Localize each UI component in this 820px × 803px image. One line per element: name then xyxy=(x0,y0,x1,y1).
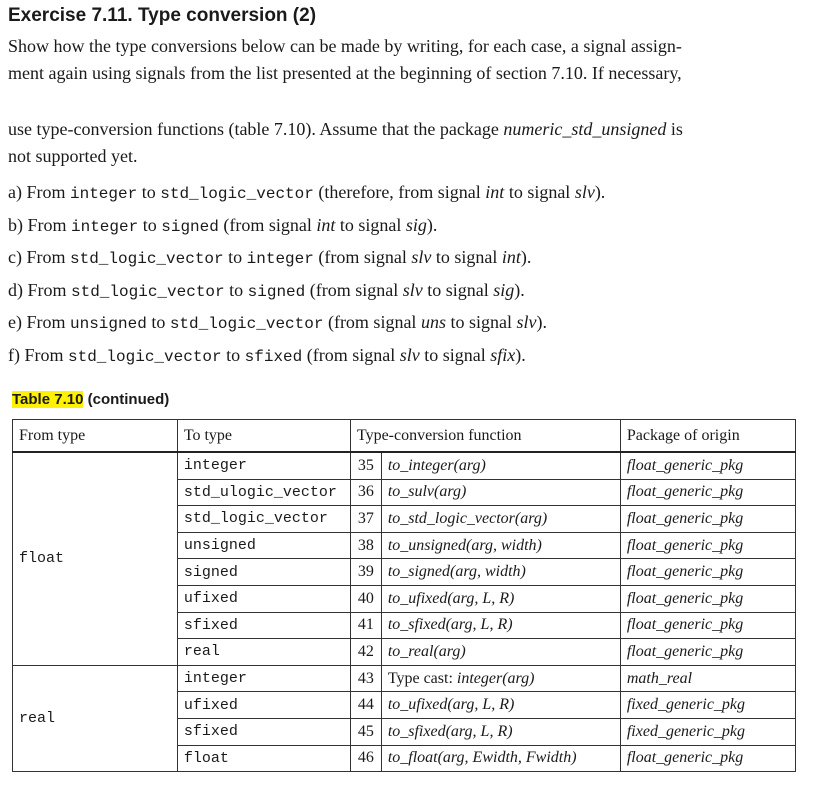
function-number-cell: 45 xyxy=(350,718,381,745)
package-origin-cell: float_generic_pkg xyxy=(620,585,795,612)
function-number-cell: 35 xyxy=(350,452,381,479)
conversion-function-cell xyxy=(381,585,620,612)
from-type-cell: float xyxy=(13,452,178,665)
to-type-cell: float xyxy=(177,745,350,772)
function-name: to_std_logic_vector(arg) xyxy=(387,509,548,527)
exercise-items xyxy=(8,176,605,372)
table-caption-suffix: (continued) xyxy=(83,391,170,408)
function-prefix: Type cast: xyxy=(387,669,457,687)
function-name: to_sfixed(arg, L, R) xyxy=(387,616,513,634)
function-number-cell: 42 xyxy=(350,639,381,666)
package-origin-cell: fixed_generic_pkg xyxy=(620,718,795,745)
package-origin-cell: float_generic_pkg xyxy=(620,452,795,479)
function-number-cell: 41 xyxy=(350,612,381,639)
conversion-function-cell xyxy=(381,532,620,559)
function-name: to_sfixed(arg, L, R) xyxy=(387,722,513,740)
function-number-cell: 39 xyxy=(350,559,381,586)
to-type-cell: signed xyxy=(177,559,350,586)
conversion-function-cell xyxy=(381,559,620,586)
intro-line-1: Show how the type conversions below can be made by writing, for each case, a signal assign- xyxy=(8,36,682,56)
header-from-type: From type xyxy=(13,420,178,453)
header-package-origin: Package of origin xyxy=(620,420,795,453)
function-number-cell: 37 xyxy=(350,506,381,533)
conversion-function-cell xyxy=(381,665,620,692)
to-type-cell: sfixed xyxy=(177,612,350,639)
package-origin-cell: float_generic_pkg xyxy=(620,639,795,666)
function-name: to_ufixed(arg, L, R) xyxy=(387,696,515,714)
conversion-function-cell xyxy=(381,692,620,719)
function-number-cell: 46 xyxy=(350,745,381,772)
from-type-cell: real xyxy=(13,665,178,771)
exercise-intro xyxy=(8,33,808,87)
intro-line-3b: is xyxy=(666,119,683,139)
function-name: to_sulv(arg) xyxy=(387,483,467,501)
conversion-function-cell xyxy=(381,639,620,666)
to-type-cell: real xyxy=(177,639,350,666)
function-name: to_unsigned(arg, width) xyxy=(387,536,542,554)
package-origin-cell: float_generic_pkg xyxy=(620,479,795,506)
to-type-cell: unsigned xyxy=(177,532,350,559)
function-name: to_float(arg, Ewidth, Fwidth) xyxy=(387,749,577,767)
package-name: numeric_std_unsigned xyxy=(503,119,667,139)
table-caption xyxy=(12,390,169,410)
function-name: to_ufixed(arg, L, R) xyxy=(387,589,515,607)
package-origin-cell: float_generic_pkg xyxy=(620,745,795,772)
to-type-cell: sfixed xyxy=(177,718,350,745)
conversion-function-cell xyxy=(381,718,620,745)
function-number-cell: 43 xyxy=(350,665,381,692)
table-header-row xyxy=(13,420,796,453)
package-origin-cell: float_generic_pkg xyxy=(620,506,795,533)
function-number-cell: 38 xyxy=(350,532,381,559)
conversion-function-cell xyxy=(381,479,620,506)
package-origin-cell: float_generic_pkg xyxy=(620,612,795,639)
conversion-table xyxy=(12,419,796,772)
header-conversion-function: Type-conversion function xyxy=(350,420,620,453)
list-item: f) From std_logic_vector to sfixed (from signal slv to signal sfix). xyxy=(8,344,526,366)
function-number-cell: 40 xyxy=(350,585,381,612)
list-item: d) From std_logic_vector to signed (from signal slv to signal sig). xyxy=(8,279,525,301)
function-name: to_real(arg) xyxy=(387,642,466,660)
list-item: b) From integer to signed (from signal int to signal sig). xyxy=(8,214,438,236)
header-to-type: To type xyxy=(177,420,350,453)
table-caption-label: Table 7.10 xyxy=(12,391,84,408)
conversion-function-cell xyxy=(381,506,620,533)
to-type-cell: ufixed xyxy=(177,692,350,719)
package-origin-cell: fixed_generic_pkg xyxy=(620,692,795,719)
package-origin-cell: float_generic_pkg xyxy=(620,532,795,559)
conversion-function-cell xyxy=(381,452,620,479)
list-item: c) From std_logic_vector to integer (from signal slv to signal int). xyxy=(8,247,532,269)
to-type-cell: std_logic_vector xyxy=(177,506,350,533)
function-number-cell: 36 xyxy=(350,479,381,506)
exercise-intro-continued xyxy=(8,116,808,170)
function-name: integer(arg) xyxy=(456,669,535,687)
to-type-cell: integer xyxy=(177,665,350,692)
package-origin-cell: float_generic_pkg xyxy=(620,559,795,586)
list-item: e) From unsigned to std_logic_vector (from signal uns to signal slv). xyxy=(8,312,547,334)
table-row xyxy=(13,665,796,692)
package-origin-cell: math_real xyxy=(620,665,795,692)
to-type-cell: std_ulogic_vector xyxy=(177,479,350,506)
intro-line-2: ment again using signals from the list presented at the beginning of section 7.10. If necessary, xyxy=(8,63,682,83)
intro-line-3a: use type-conversion functions (table 7.10). Assume that the package xyxy=(8,119,504,139)
conversion-function-cell xyxy=(381,745,620,772)
intro-line-4: not supported yet. xyxy=(8,146,138,166)
exercise-title: Exercise 7.11. Type conversion (2) xyxy=(8,5,317,26)
function-name: to_signed(arg, width) xyxy=(387,563,526,581)
table-row xyxy=(13,452,796,479)
function-number-cell: 44 xyxy=(350,692,381,719)
list-item: a) From integer to std_logic_vector (therefore, from signal int to signal slv). xyxy=(8,182,606,203)
conversion-function-cell xyxy=(381,612,620,639)
function-name: to_integer(arg) xyxy=(387,456,486,474)
to-type-cell: integer xyxy=(177,452,350,479)
table-body xyxy=(13,452,796,772)
to-type-cell: ufixed xyxy=(177,585,350,612)
